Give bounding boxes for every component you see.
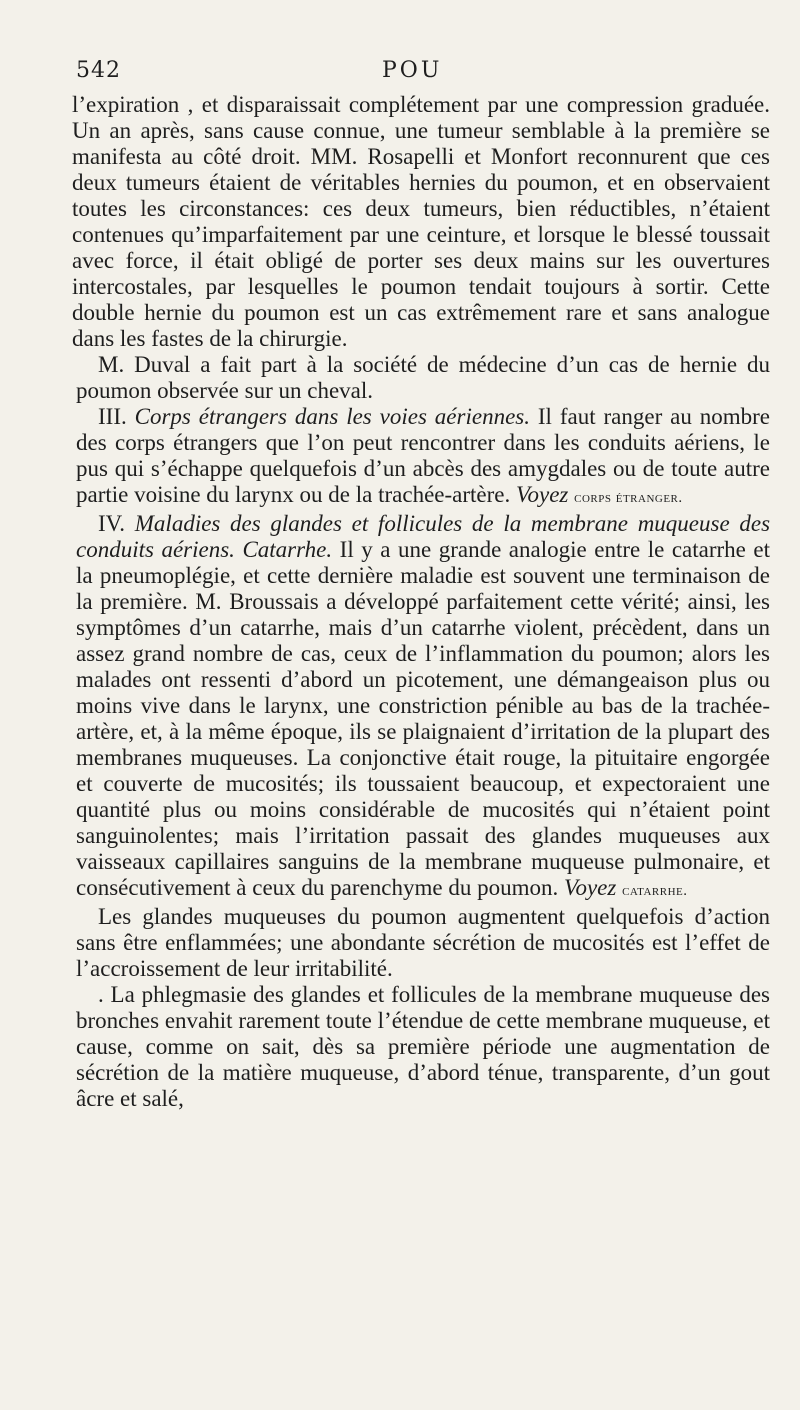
paragraph: . La phlegmasie des glandes et follicules de la membrane muqueuse des bronches envahit rarement toute l’étendue de cette membrane muqueuse, et cause, comme on sait, dès sa première période une augmentation de sécrétion de la matière muqueuse, d’abord ténue, transparente, d’un gout âcre et salé, [76,982,770,1111]
paragraph: M. Duval a fait part à la société de médecine d’un cas de hernie du poumon observée sur un cheval. [76,352,770,403]
running-head: POU [382,58,443,83]
body-text [72,92,771,1112]
section-text: Il faut ranger au nombre des corps étrangers que l’on peut rencontrer dans les conduits aériens, le pus qui s’échappe quelquefois d’un abcès des amygdales ou de toute autre partie voisine du larynx ou de la trachée-artère. [76,404,771,507]
section-title: Maladies des glandes et follicules de la membrane muqueuse des conduits aériens. Catarrhe. [76,511,771,562]
section-numeral: III. [98,404,127,429]
section-3 [76,404,770,511]
page-header [76,58,770,92]
voyez-label: Voyez [563,875,617,900]
section-text: Il y a une grande analogie entre le catarrhe et la pneumoplégie, et cette dernière maladie est souvent une terminaison de la première. M. Broussais a développé parfaitement cette vérité; ainsi, les symptômes d’un catarrhe, mais d’un catarrhe violent, précèdent, dans un assez grand nombre de cas, ceux de l’inflammation du poumon; alors les malades ont ressenti d’abord un picotement, une démangeaison plus ou moins vive dans le larynx, une constriction pénible au bas de la trachée-artère, et, à la même époque, ils se plaignaient d’irritation de la plupart des membranes muqueuses. La conjonctive était rouge, la pituitaire engorgée et couverte de mucosités; ils toussaient beaucoup, et expectoraient une quantité plus ou moins considérable de mucosités qui n’étaient point sanguinolentes; mais l’irritation passait des glandes muqueuses aux vaisseaux capillaires sanguins de la membrane muqueuse pulmonaire, et consécutivement à ceux du parenchyme du poumon. [76,537,771,900]
paragraph: Les glandes muqueuses du poumon augmentent quelquefois d’action sans être enflammées; une abondante sécrétion de mucosités est l’effet de l’accroissement de leur irritabilité. [76,904,770,981]
page-number: 542 [76,58,121,83]
section-title: Corps étrangers dans les voies aériennes. [134,404,530,429]
section-4 [76,511,770,904]
cross-reference: catarrhe. [622,883,688,899]
paragraph: l’expiration , et disparaissait complétement par une compression graduée. Un an après, sans cause connue, une tumeur semblable à la première se manifesta au côté droit. MM. Rosapelli et Monfort reconnurent que ces deux tumeurs étaient de véritables hernies du poumon, et en observaient toutes les circonstances: ces deux tumeurs, bien réductibles, n’étaient contenues qu’imparfaitement par une ceinture, et lorsque le blessé toussait avec force, il était obligé de porter ses deux mains sur les ouvertures intercostales, par lesquelles le poumon tendait toujours à sortir. Cette double hernie du poumon est un cas extrêmement rare et sans analogue dans les fastes de la chirurgie. [72,92,770,351]
section-numeral: IV. [98,511,126,536]
voyez-label: Voyez [516,482,569,507]
cross-reference: corps étranger. [574,490,683,506]
